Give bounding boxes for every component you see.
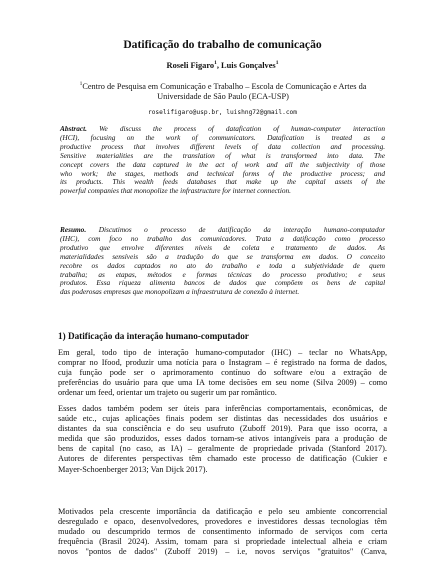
abstract (60, 125, 385, 196)
body-paragraph (58, 348, 387, 398)
abstract-line: (HCI), focusing on the work of communicators. Datafication is treated as a (60, 132, 385, 142)
abstract-label: Abstract. (60, 124, 87, 133)
affiliation (48, 82, 398, 103)
author-name: Luis Gonçalves (221, 61, 276, 70)
paragraph-line: Autores de diferentes perspectivas têm chamado este processo de datificação (Cukier e (58, 454, 388, 464)
paragraph-line: saúde etc., cujas aplicações finais podem ser distintas das necessidades dos usuários e (58, 414, 388, 424)
paragraph-line: medida que são produzidos, esses dados tornam-se ativos intangíveis para a produção de (58, 434, 387, 444)
paragraph-line: novos "pontos de dados" (Zuboff 2019) – i.e, novos serviços "gratuitos" (Canva, (58, 547, 387, 557)
affiliation-mark: 1 (79, 81, 83, 88)
affiliation-line: Centro de Pesquisa em Comunicação e Trabalho – Escola de Comunicação e Artes da (82, 82, 367, 91)
abstract-line: Sensitive materialities are the translation of what is transformed into data. The (60, 150, 385, 160)
resumo-line: materialidades sensíveis são a tradução do que se transforma em dados. O conceito (60, 251, 385, 261)
resumo-line: Discutimos o processo de datificação da interação humano-computador (98, 225, 386, 234)
paragraph-line: distantes da sua consciência e do seu usufruto (Zuboff 2019). Para que isso ocorra, a (58, 424, 388, 434)
affiliation-mark: 1 (275, 60, 279, 67)
section-heading: 1) Datificação da interação humano-computador (58, 331, 249, 341)
abstract-line: powerful companies that monopolize the infrastructure for internet connection. (60, 186, 291, 196)
resumo-line: produtivo que envolve diferentes níveis de coleta e tratamento de dados. As (60, 242, 385, 252)
author-list (0, 61, 445, 70)
resumo-line: produtos. Essa riqueza alimenta bancos de dados que compõem os bens de capital (60, 278, 386, 288)
resumo (60, 226, 385, 297)
abstract-line: concept covers the data captured in the act of work and all the subjectivity of those (60, 159, 386, 169)
author-separator: , (216, 61, 222, 70)
paragraph-line: bens de capital (no caso, as IA) – geralmente de propriedade privada (Stanford 2017). (58, 444, 387, 454)
paragraph-line: mudado ou descumprido termos de consentimento informado de serviços com certa (58, 527, 388, 537)
resumo-line: recobre os dados captados no ato do trabalho e toda a subjetividade de quem (60, 260, 385, 270)
affiliation-mark: 1 (214, 60, 217, 67)
body-paragraph (58, 404, 387, 475)
paragraph-line: Em geral, todo tipo de interação humano-computador (IHC) – teclar no WhatsApp, (58, 348, 388, 357)
author-emails: roselifigaro@usp.br, luishng72@gmail.com (147, 109, 297, 116)
abstract-line: who work; the stages, methods and technical forms of the productive process; and (60, 168, 385, 178)
resumo-line: (IHC), com foco no trabalho dos comunicadores. Trata a datificação como processo (60, 233, 385, 243)
paragraph-line: comprar no Ifood, produzir uma notícia para o Instagram – é registrado na forma de dados, (58, 358, 387, 368)
body-paragraph (58, 507, 387, 557)
paragraph-line: Esses dados também podem ser úteis para inferências comportamentais, econômicas, de (58, 404, 388, 413)
paragraph-line: frequência (Brasil 2024). Assim, tomam para si propriedade intelectual alheia e criam (58, 537, 388, 547)
abstract-line: We discuss the process of datafication of human-computer interaction (99, 124, 386, 133)
affiliation-line: Universidade de São Paulo (ECA-USP) (157, 92, 289, 102)
resumo-line: trabalha; as etapas, métodos e formas técnicas do processo produtivo; e seus (60, 269, 386, 279)
paragraph-line: preferências do usuário para que uma IA tome decisões em seu nome (Silva 2009) – como (58, 378, 388, 388)
paragraph-line: desregulado e opaco, desenvolvedores, provedores e investidores dessas tecnologias têm (58, 517, 387, 527)
abstract-line: productive process that involves different levels of data collection and processing. (60, 141, 386, 151)
paragraph-line: Motivados pela crescente importância da datificação e pelo seu ambiente concorrencial (58, 507, 388, 516)
paragraph-line: ordenar um feed, orientar um trajeto ou sugerir um par romântico. (58, 388, 277, 398)
paper-title: Datificação do trabalho de comunicação (123, 38, 322, 51)
resumo-line: das poderosas empresas que monopolizam a infraestrutura de conexão à internet. (60, 287, 300, 297)
author-name: Roseli Figaro (166, 61, 215, 70)
abstract-line: its products. This wealth feeds databases that make up the capital assets of the (60, 177, 386, 187)
resumo-label: Resumo. (60, 225, 87, 234)
paragraph-line: cuja função pode ser o aprimoramento contínuo do software e/ou a extração de (58, 368, 387, 378)
paragraph-line: Mayer-Schoenberger 2013; Van Dijck 2017). (58, 464, 208, 474)
